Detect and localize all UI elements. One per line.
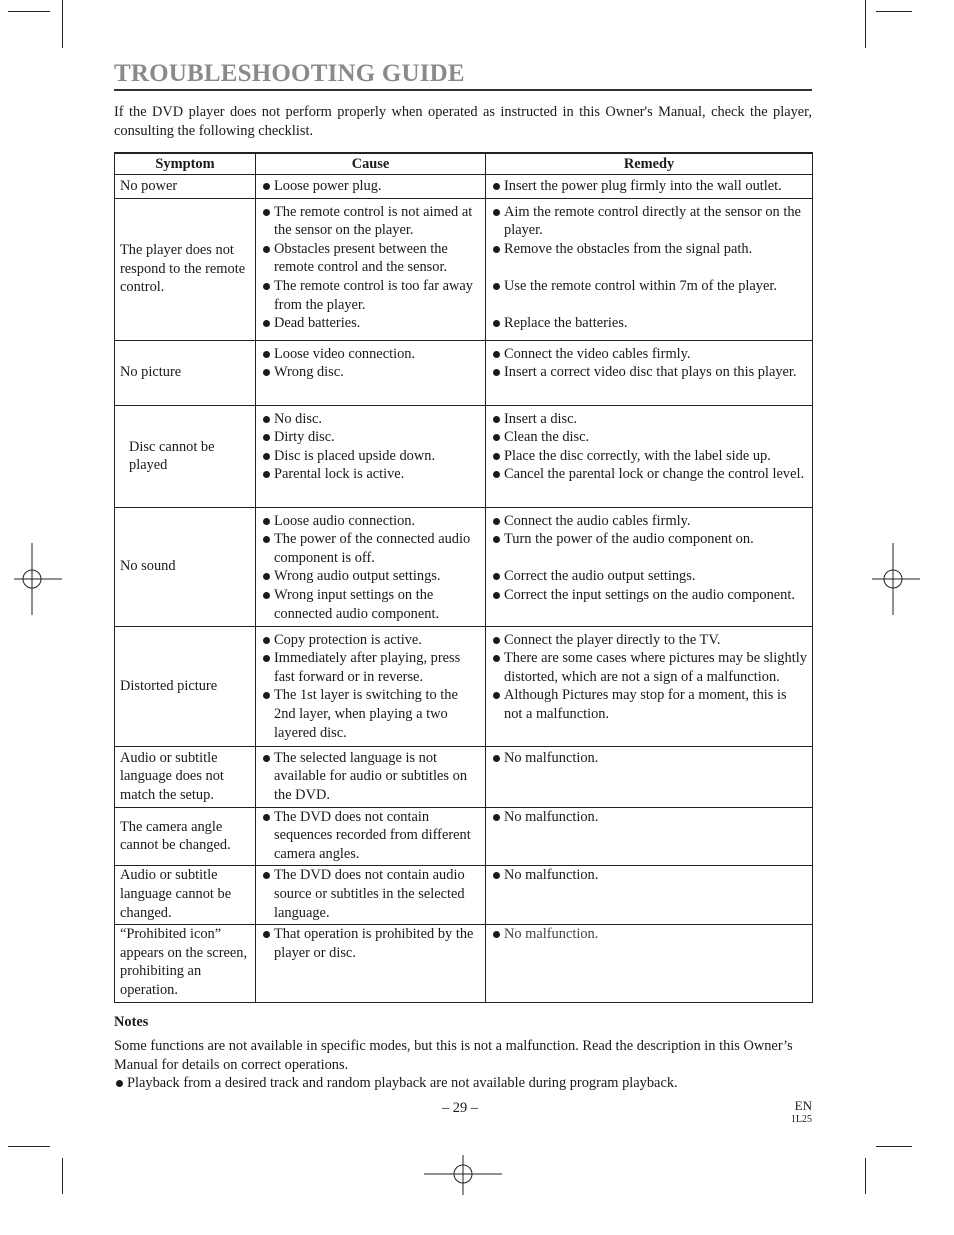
table-row (115, 175, 813, 199)
remedy-item: Correct the input settings on the audio component. (491, 586, 808, 605)
cause-cell (256, 340, 486, 405)
table-row (115, 746, 813, 807)
cause-item: The selected language is not available for audio or subtitles on the DVD. (261, 749, 481, 805)
remedy-cell (486, 807, 813, 866)
cause-item: The remote control is too far away from the player. (261, 277, 481, 314)
troubleshooting-table (114, 152, 813, 1003)
remedy-item: Place the disc correctly, with the label side up. (491, 447, 808, 466)
crop-mark (8, 1146, 50, 1147)
remedy-item: Connect the audio cables firmly. (491, 512, 808, 531)
cause-cell (256, 925, 486, 1002)
remedy-cell (486, 175, 813, 199)
title-rule (114, 89, 812, 91)
remedy-cell (486, 405, 813, 507)
intro-paragraph: If the DVD player does not perform properly when operated as instructed in this Owner's Manual, check the player, consulting the following checklist. (114, 104, 812, 139)
table-row (115, 866, 813, 925)
cause-item: Dirty disc. (261, 428, 481, 447)
cause-cell (256, 807, 486, 866)
crop-mark (876, 1146, 912, 1147)
model-code: 1L25 (790, 1114, 812, 1125)
table-row (115, 626, 813, 746)
remedy-item: Turn the power of the audio component on. (491, 530, 808, 549)
symptom-cell: Audio or subtitle language does not match the setup. (115, 746, 256, 807)
remedy-item: Although Pictures may stop for a moment, this is not a malfunction. (491, 686, 808, 723)
notes-text: Some functions are not available in specific modes, but this is not a malfunction. Read the description in this Owner’s Manual for details on correct operations. (114, 1038, 793, 1073)
cause-item: Wrong input settings on the connected audio component. (261, 586, 481, 623)
symptom-cell: Distorted picture (115, 626, 256, 746)
remedy-cell (486, 925, 813, 1002)
cause-item: The DVD does not contain audio source or subtitles in the selected language. (261, 866, 481, 922)
symptom-cell: The player does not respond to the remote control. (115, 198, 256, 340)
notes-heading: Notes (114, 1014, 149, 1030)
table-row (115, 405, 813, 507)
symptom-cell: Audio or subtitle language cannot be changed. (115, 866, 256, 925)
cause-item: Wrong disc. (261, 363, 481, 382)
cause-cell (256, 405, 486, 507)
remedy-cell (486, 866, 813, 925)
symptom-cell: No sound (115, 507, 256, 626)
remedy-cell (486, 507, 813, 626)
crop-mark (8, 11, 50, 12)
cause-cell (256, 746, 486, 807)
language-code: EN (794, 1098, 812, 1113)
remedy-item: Cancel the parental lock or change the control level. (491, 465, 808, 484)
cause-item: Immediately after playing, press fast forward or in reverse. (261, 649, 481, 686)
remedy-item: No malfunction. (491, 808, 808, 827)
table-header-row (115, 153, 813, 175)
crop-mark (62, 1158, 63, 1194)
table-row (115, 340, 813, 405)
table-row (115, 198, 813, 340)
remedy-item: Aim the remote control directly at the sensor on the player. (491, 203, 808, 240)
remedy-cell (486, 198, 813, 340)
registration-mark-icon (14, 543, 62, 615)
header-remedy: Remedy (486, 153, 813, 175)
remedy-item: Insert a disc. (491, 410, 808, 429)
page-number: – 29 – (442, 1100, 478, 1116)
symptom-cell: “Prohibited icon” appears on the screen, prohibiting an operation. (115, 925, 256, 1002)
remedy-item: No malfunction. (491, 866, 808, 885)
cause-cell (256, 198, 486, 340)
crop-mark (865, 1158, 866, 1194)
remedy-item: Use the remote control within 7m of the player. (491, 277, 808, 296)
page-title: TROUBLESHOOTING GUIDE (114, 60, 465, 87)
cause-item: Copy protection is active. (261, 631, 481, 650)
cause-item: Disc is placed upside down. (261, 447, 481, 466)
crop-mark (876, 11, 912, 12)
cause-item: The 1st layer is switching to the 2nd layer, when playing a two layered disc. (261, 686, 481, 742)
remedy-cell (486, 340, 813, 405)
cause-cell (256, 626, 486, 746)
remedy-item: Replace the batteries. (491, 314, 808, 333)
cause-item: Dead batteries. (261, 314, 481, 333)
cause-cell (256, 507, 486, 626)
cause-item: That operation is prohibited by the player or disc. (261, 925, 481, 962)
cause-cell (256, 866, 486, 925)
cause-item: No disc. (261, 410, 481, 429)
symptom-cell: No power (115, 175, 256, 199)
remedy-cell (486, 746, 813, 807)
remedy-item: Clean the disc. (491, 428, 808, 447)
symptom-cell: Disc cannot be played (115, 405, 256, 507)
remedy-item: Connect the player directly to the TV. (491, 631, 808, 650)
cause-item: The remote control is not aimed at the sensor on the player. (261, 203, 481, 240)
crop-mark (62, 0, 63, 48)
cause-item: Wrong audio output settings. (261, 567, 481, 586)
cause-item: The DVD does not contain sequences recorded from different camera angles. (261, 808, 481, 864)
remedy-cell (486, 626, 813, 746)
cause-item: Loose power plug. (261, 177, 481, 196)
registration-mark-icon (424, 1155, 502, 1195)
cause-item: Loose video connection. (261, 345, 481, 364)
notes-bullet: Playback from a desired track and random playback are not available during program playback. (114, 1074, 825, 1093)
cause-item: The power of the connected audio component is off. (261, 530, 481, 567)
cause-item: Parental lock is active. (261, 465, 481, 484)
table-row (115, 925, 813, 1002)
remedy-item: Connect the video cables firmly. (491, 345, 808, 364)
remedy-item: No malfunction. (491, 749, 808, 768)
symptom-cell: The camera angle cannot be changed. (115, 807, 256, 866)
remedy-item: There are some cases where pictures may be slightly distorted, which are not a sign of a malfunction. (491, 649, 808, 686)
remedy-item: Insert a correct video disc that plays on this player. (491, 363, 808, 382)
table-row (115, 807, 813, 866)
symptom-cell: No picture (115, 340, 256, 405)
cause-item: Loose audio connection. (261, 512, 481, 531)
header-symptom: Symptom (115, 153, 256, 175)
header-cause: Cause (256, 153, 486, 175)
remedy-item: Insert the power plug firmly into the wall outlet. (491, 177, 808, 196)
remedy-item: No malfunction. (491, 925, 808, 944)
remedy-item: Remove the obstacles from the signal path. (491, 240, 808, 259)
table-row (115, 507, 813, 626)
registration-mark-icon (872, 543, 920, 615)
cause-cell (256, 175, 486, 199)
cause-item: Obstacles present between the remote control and the sensor. (261, 240, 481, 277)
crop-mark (865, 0, 866, 48)
remedy-item: Correct the audio output settings. (491, 567, 808, 586)
